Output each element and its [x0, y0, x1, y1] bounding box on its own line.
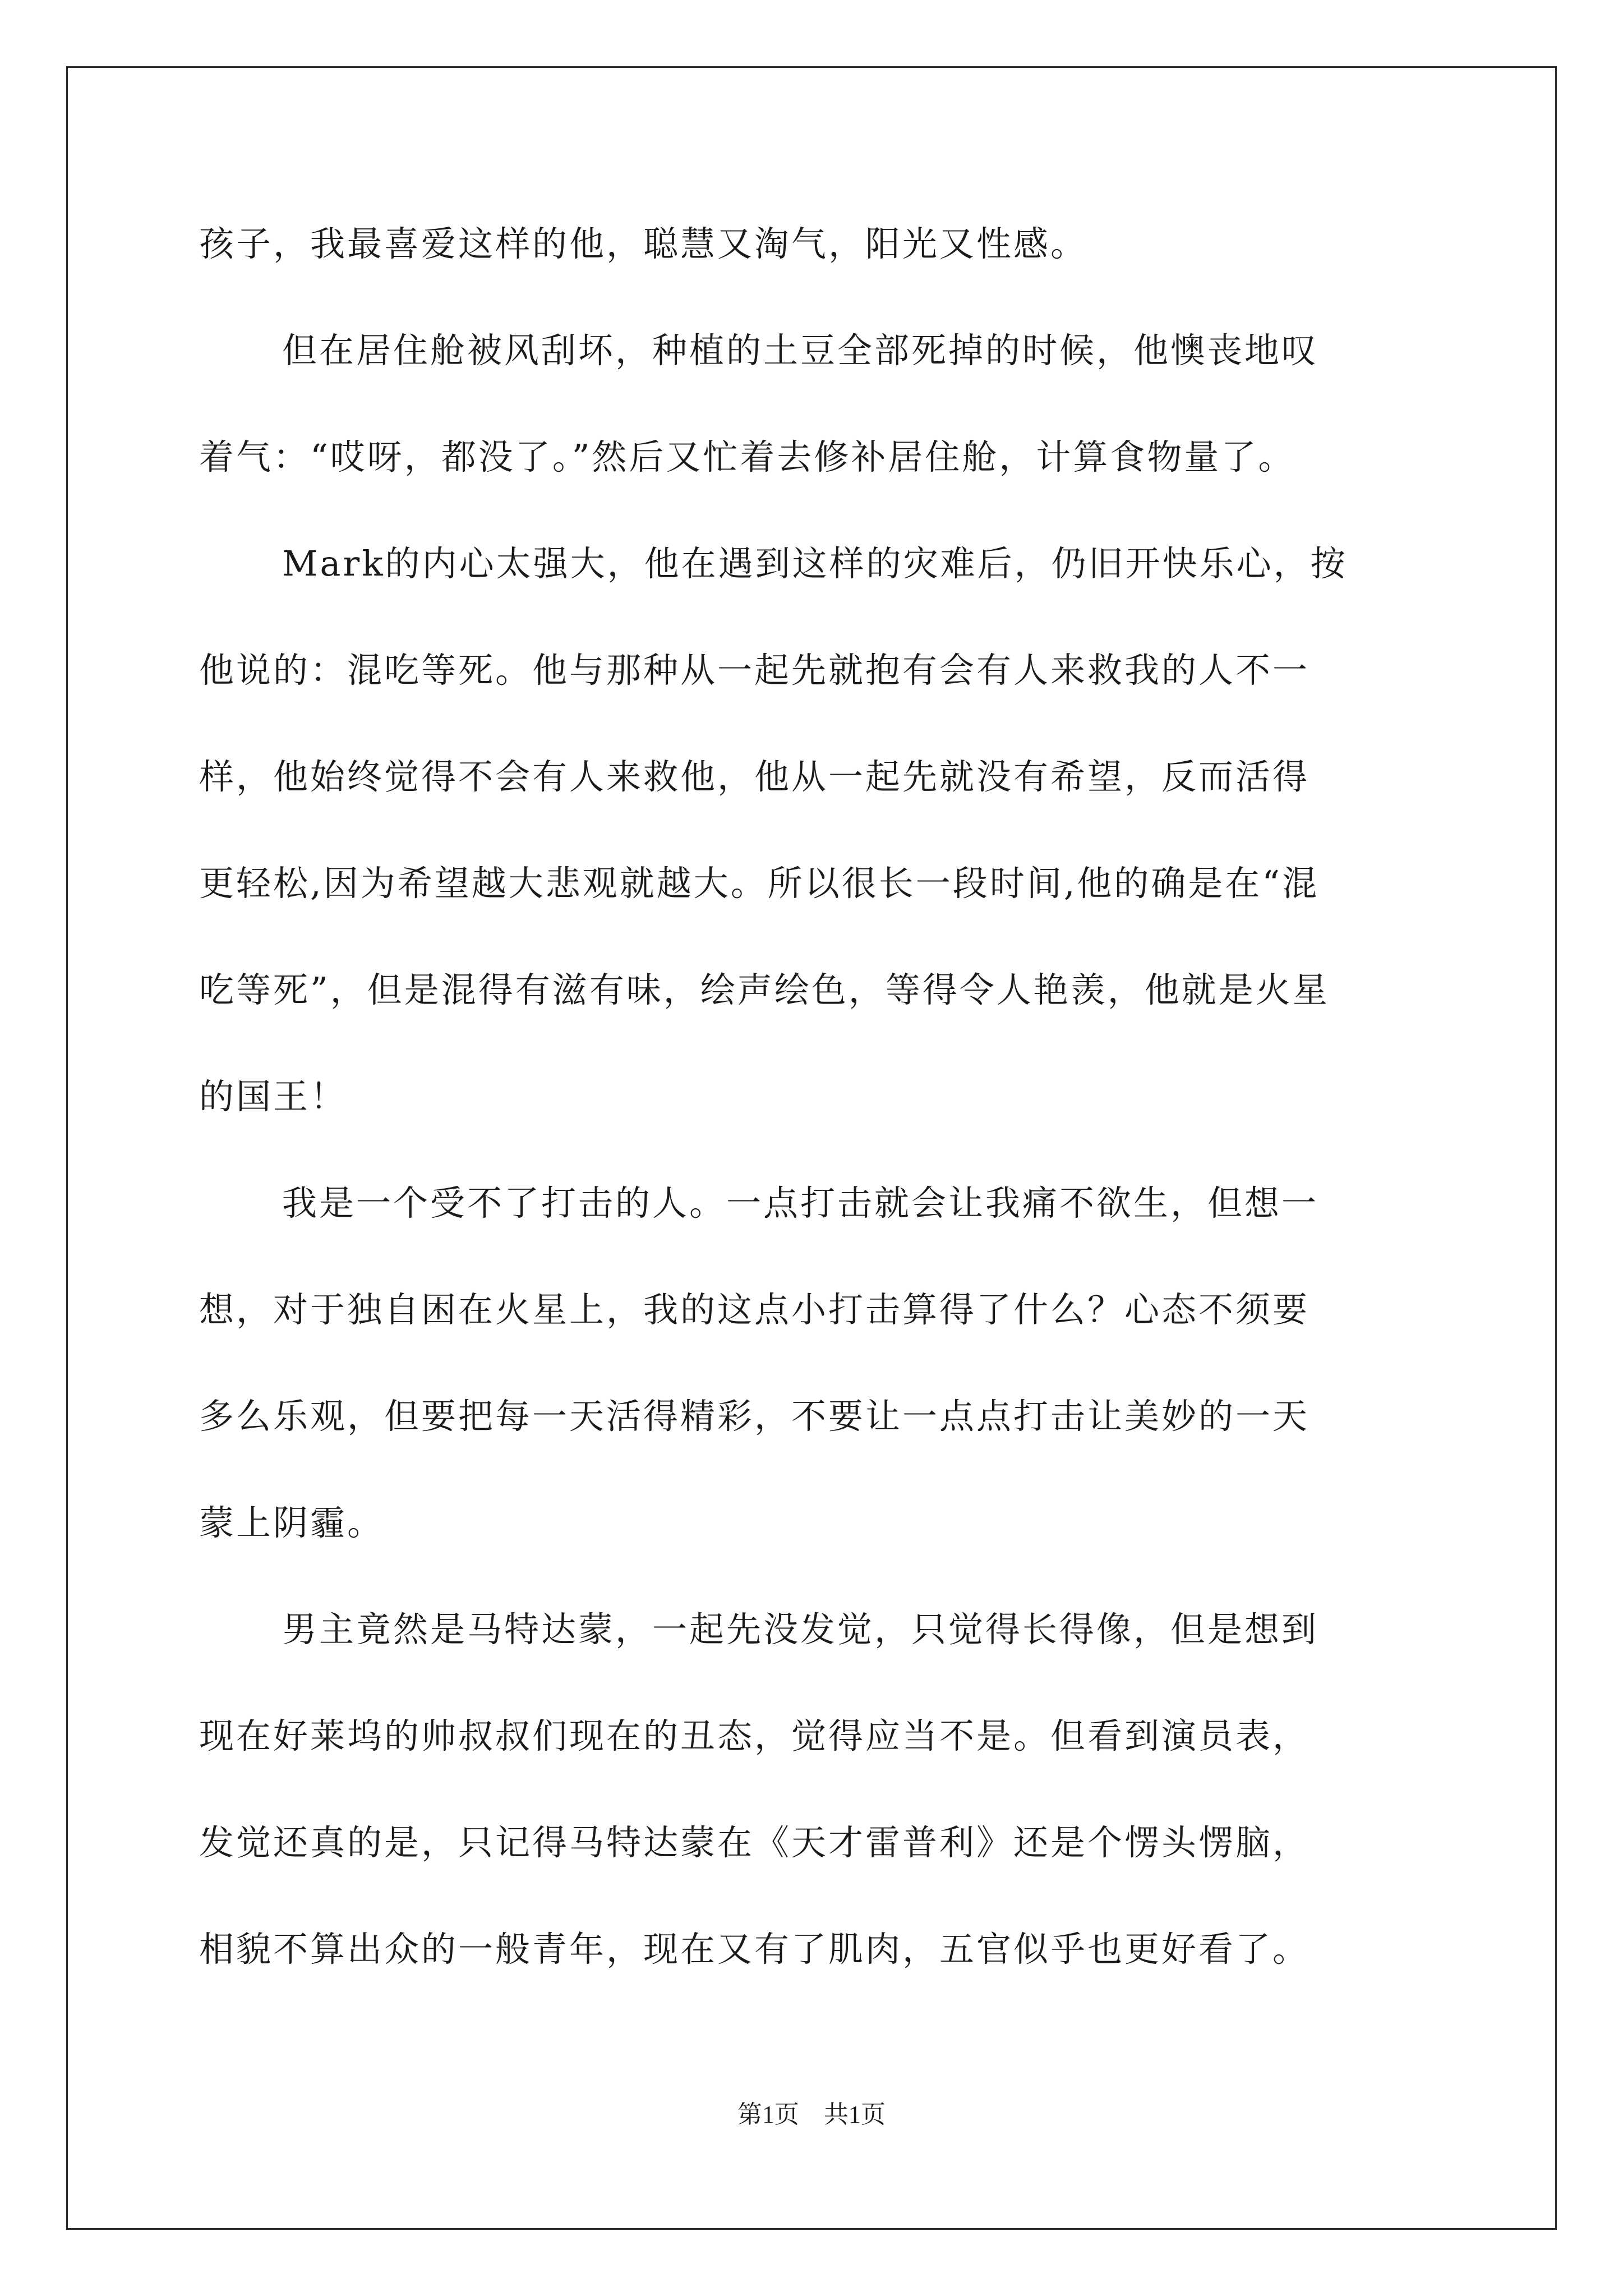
text-line: 蒙上阴霾。: [199, 1502, 385, 1543]
text-line: 的国王！: [199, 1076, 348, 1117]
text-line: 多么乐观，但要把每一天活得精彩，不要让一点点打击让美妙的一天: [199, 1396, 1310, 1437]
text-line: 着气：“哎呀，都没了。”然后又忙着去修补居住舱，计算食物量了。: [199, 436, 1295, 477]
page-number-footer: 第1页 共1页: [737, 2101, 886, 2128]
text-line: 我是一个受不了打击的人。一点打击就会让我痛不欲生，但想一: [282, 1182, 1319, 1223]
text-line: 男主竟然是马特达蒙，一起先没发觉，只觉得长得像，但是想到: [282, 1609, 1319, 1650]
document-body: [199, 222, 1450, 2033]
text-line: 相貌不算出众的一般青年，现在又有了肌肉，五官似乎也更好看了。: [199, 1929, 1310, 1970]
text-line: 样，他始终觉得不会有人来救他，他从一起先就没有希望，反而活得: [199, 756, 1310, 797]
text-line: 更轻松,因为希望越大悲观就越大。所以很长一段时间,他的确是在“混: [199, 863, 1320, 904]
text-line: 孩子，我最喜爱这样的他，聪慧又淘气，阳光又性感。: [199, 223, 1088, 264]
text-line: 但在居住舱被风刮坏，种植的土豆全部死掉的时候，他懊丧地叹: [282, 330, 1319, 371]
text-line: 现在好莱坞的帅叔叔们现在的丑态，觉得应当不是。但看到演员表，: [199, 1715, 1310, 1756]
text-line: 发觉还真的是，只记得马特达蒙在《天才雷普利》还是个愣头愣脑，: [199, 1822, 1310, 1863]
text-line: 吃等死”，但是混得有滋有味，绘声绘色，等得令人艳羡，他就是火星: [199, 969, 1330, 1010]
text-line: Mark的内心太强大，他在遇到这样的灾难后，仍旧开快乐心，按: [282, 543, 1348, 584]
text-line: 想，对于独自困在火星上，我的这点小打击算得了什么？心态不须要: [199, 1289, 1310, 1330]
text-line: 他说的：混吃等死。他与那种从一起先就抱有会有人来救我的人不一: [199, 650, 1310, 691]
